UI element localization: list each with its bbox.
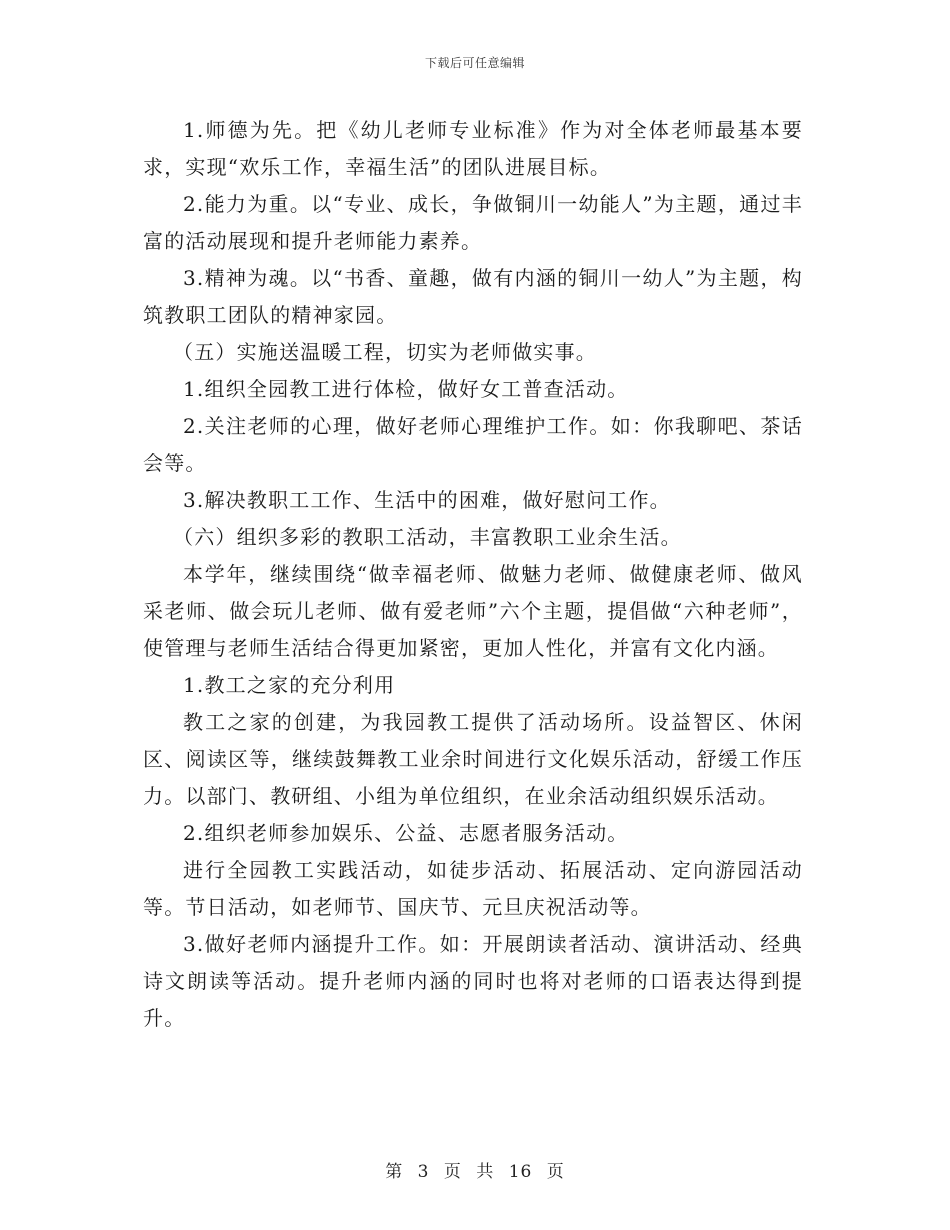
paragraph-10: 1.教工之家的充分利用 bbox=[183, 673, 396, 697]
footer-label-after: 页 bbox=[546, 1162, 565, 1182]
paragraph-7: 3.解决教职工工作、生活中的困难，做好慰问工作。 bbox=[183, 488, 671, 512]
paragraph-9: 本学年，继续围绕“做幸福老师、做魅力老师、做健康老师、做风采老师、做会玩儿老师、做有爱老师”六个主题，提倡做“六种老师”，使管理与老师生活结合得更加紧密，更加人性化，并富有文化内涵。 bbox=[143, 562, 803, 660]
paragraph-2: 2.能力为重。以“专业、成长，争做铜川一幼能人”为主题，通过丰富的活动展现和提升老师能力素养。 bbox=[143, 192, 803, 253]
paragraph-11: 教工之家的创建，为我园教工提供了活动场所。设益智区、休闲区、阅读区等，继续鼓舞教工业余时间进行文化娱乐活动，舒缓工作压力。以部门、教研组、小组为单位组织，在业余活动组织娱乐活动。 bbox=[143, 710, 803, 808]
paragraph-1: 1.师德为先。把《幼儿老师专业标准》作为对全体老师最基本要求，实现“欢乐工作，幸福生活”的团队进展目标。 bbox=[143, 118, 803, 179]
footer-label-total: 共 bbox=[476, 1162, 495, 1182]
paragraph-6: 2.关注老师的心理，做好老师心理维护工作。如：你我聊吧、茶话会等。 bbox=[143, 414, 803, 475]
paragraph-14: 3.做好老师内涵提升工作。如：开展朗读者活动、演讲活动、经典诗文朗读等活动。提升老师内涵的同时也将对老师的口语表达得到提升。 bbox=[143, 932, 803, 1030]
footer-label-before: 第 bbox=[385, 1162, 404, 1182]
section-heading-6: （六）组织多彩的教职工活动，丰富教职工业余生活。 bbox=[173, 525, 682, 549]
section-heading-5: （五）实施送温暖工程，切实为老师做实事。 bbox=[173, 340, 597, 364]
paragraph-13: 进行全园教工实践活动，如徒步活动、拓展活动、定向游园活动等。节日活动，如老师节、国庆节、元旦庆祝活动等。 bbox=[143, 858, 803, 919]
footer-label-page: 页 bbox=[443, 1162, 462, 1182]
current-page-number: 3 bbox=[417, 1162, 430, 1182]
total-pages-number: 16 bbox=[508, 1162, 533, 1182]
paragraph-12: 2.组织老师参加娱乐、公益、志愿者服务活动。 bbox=[183, 821, 629, 845]
page-header: 下载后可任意编辑 bbox=[424, 56, 525, 70]
page-footer bbox=[0, 1157, 950, 1182]
paragraph-3: 3.精神为魂。以“书香、童趣，做有内涵的铜川一幼人”为主题，构筑教职工团队的精神家园。 bbox=[143, 266, 803, 327]
document-body bbox=[143, 112, 803, 1037]
paragraph-5: 1.组织全园教工进行体检，做好女工普查活动。 bbox=[183, 377, 629, 401]
